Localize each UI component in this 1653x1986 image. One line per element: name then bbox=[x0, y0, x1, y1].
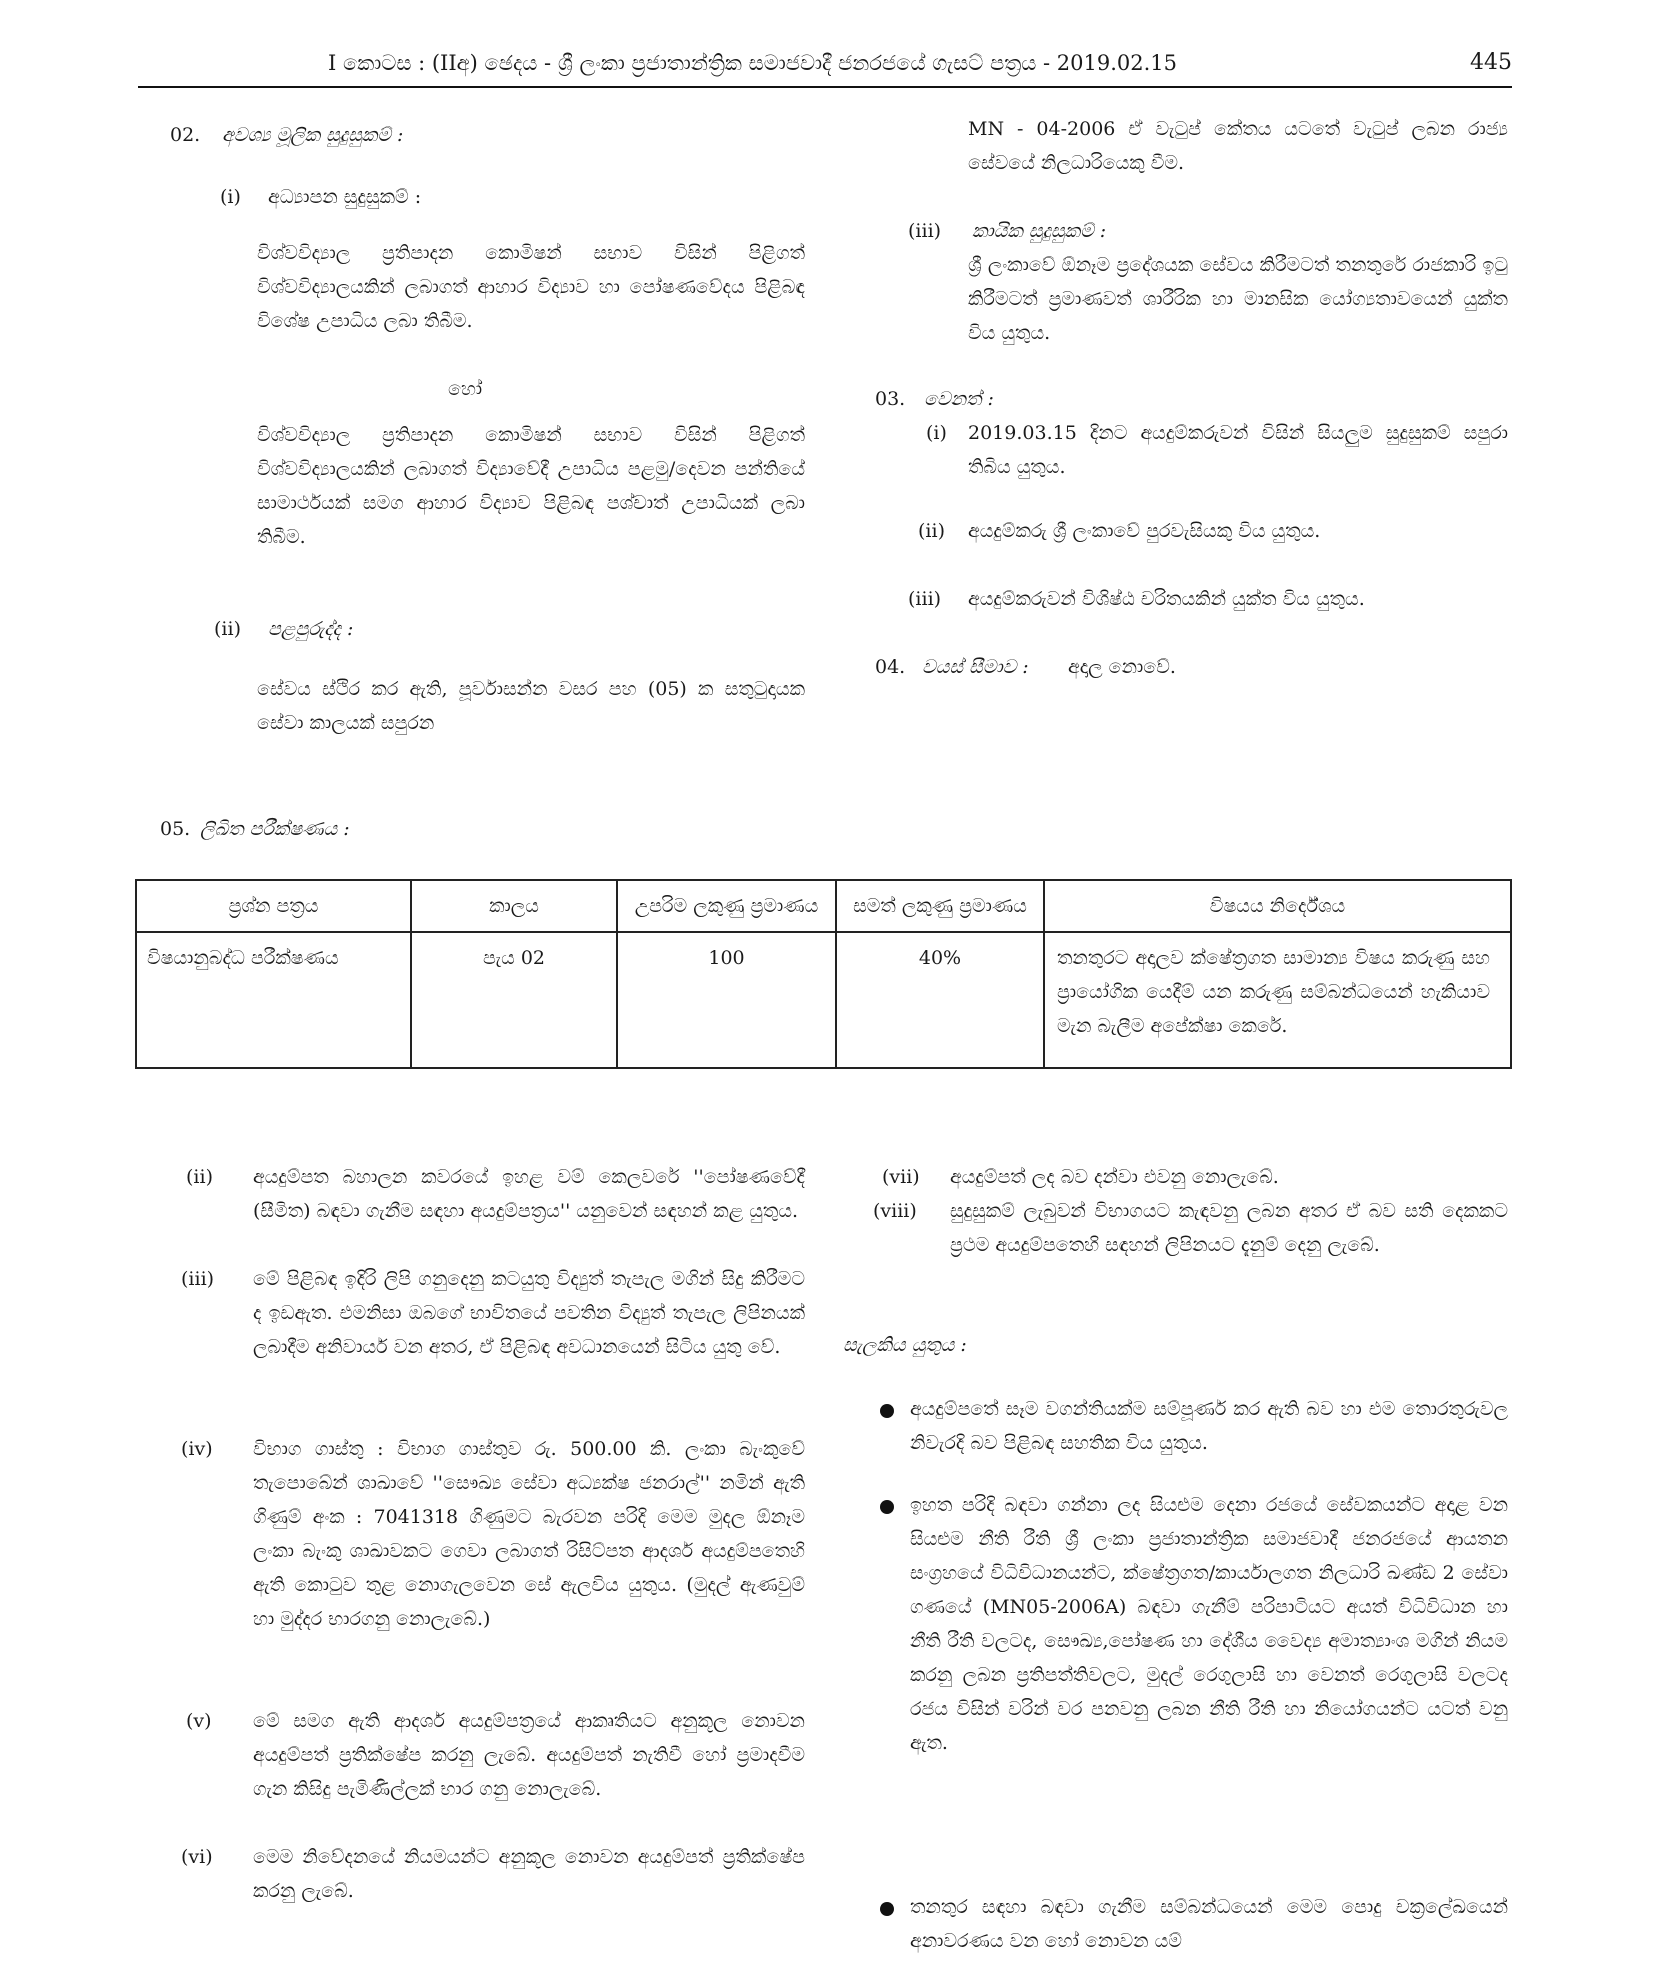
section-04-number: 04. bbox=[875, 656, 906, 678]
s02-i-paragraph-1: විශ්වවිද්‍යාල ප්‍රතිපාදන කොමිෂන් සභාව විසින් පිළිගත් විශ්වවිද්‍යාලයකින් ලබාගත් ආහාර විද්‍යාව හා පෝෂණවේදය පිළිබඳ විශේෂ උපාධිය ලබා තිබීම. bbox=[257, 242, 805, 332]
note-number: (iii) bbox=[181, 1268, 215, 1290]
note-number: (iv) bbox=[181, 1438, 213, 1460]
column-header: කාලය bbox=[411, 880, 617, 932]
bullet-icon bbox=[880, 1500, 894, 1514]
s02-ii-paragraph: සේවය ස්ථිර කර ඇති, පූර්වාසන්න වසර පහ (05) ක සතුටුදායක සේවා කාලයක් සපුරන bbox=[257, 678, 805, 734]
note-text: මේ පිළිබඳ ඉදිරි ලිපි ගනුදෙනු කටයුතු විද්‍යුත් තැපැල මගින් සිදු කිරීමට ද ඉඩඇත. එමනිසා ඔබගේ භාවිතයේ පවතින විද්‍යුත් තැපැල ලිපිනයක් ලබාදීම අනිවාර්ය වන අතර, ඒ පිළිබඳ අවධානයෙන් සිටිය යුතු වේ. bbox=[253, 1268, 805, 1358]
note-text: සුදුසුකම් ලැබුවන් විභාගයට කැඳවනු ලබන අතර ඒ බව සති දෙකකට ප්‍රථම අයදුම්පතෙහි සඳහන් ලිපිනයට දැනුම් දෙනු ලැබේ. bbox=[950, 1200, 1508, 1256]
column-header: උපරිම ලකුණු ප්‍රමාණය bbox=[617, 880, 836, 932]
note-number: (ii) bbox=[186, 1166, 213, 1188]
table-cell-duration: පැය 02 bbox=[411, 932, 617, 1068]
page-number: 445 bbox=[1470, 50, 1512, 75]
s02-iii-number: (iii) bbox=[908, 220, 942, 242]
note-number: (vi) bbox=[181, 1846, 213, 1868]
s02-iii-paragraph: ශ්‍රී ලංකාවේ ඕනෑම ප්‍රදේශයක සේවය කිරීමටත් තනතුරේ රාජකාරි ඉටු කිරීමටත් ප්‍රමාණවත් ශාරීරික හා මානසික යෝග්‍යතාවයෙන් යුක්ත විය යුතුය. bbox=[968, 254, 1508, 344]
section-04-heading: වයස් සීමාව : bbox=[922, 656, 1029, 678]
s02-iii-heading: කායික සුදුසුකම් : bbox=[972, 220, 1107, 242]
note-number: (v) bbox=[186, 1710, 212, 1732]
section-04-text: අදාල නොවේ. bbox=[1068, 656, 1176, 678]
s03-iii-text: අයදුම්කරුවන් විශිෂ්ඨ චරිතයකින් යුක්ත විය යුතුය. bbox=[968, 588, 1365, 610]
section-02-heading: අවශ්‍ය මූලික සුදුසුකම් : bbox=[222, 124, 404, 146]
note-number: (vii) bbox=[882, 1166, 920, 1188]
note-number: (viii) bbox=[873, 1200, 917, 1222]
column-header: සමත් ලකුණු ප්‍රමාණය bbox=[836, 880, 1044, 932]
section-02-number: 02. bbox=[170, 124, 201, 146]
note-text: අයදුම්පත බහාලන කවරයේ ඉහළ වම් කෙලවරේ ''පෝෂණවේදී (සීමිත) බඳවා ගැනීම සඳහා අයදුම්පත්‍රය'' යනුවෙන් සඳහන් කළ යුතුය. bbox=[253, 1166, 805, 1222]
s03-ii-number: (ii) bbox=[918, 520, 945, 542]
table-cell-syllabus: තනතුරට අදාලව ක්ෂේත්‍රගත සාමාන්‍ය විෂය කරුණු සහ ප්‍රායෝගික යෙදීම් යන කරුණු සම්බන්ධයෙන් හැකියාව මැන බැලීම අපේක්ෂා කෙරේ. bbox=[1044, 932, 1511, 1068]
page-header bbox=[138, 46, 1512, 88]
s03-iii-number: (iii) bbox=[908, 588, 942, 610]
section-05-number: 05. bbox=[160, 818, 191, 840]
notice-bullet-text: අයදුම්පතේ සෑම වගන්තියක්ම සම්පූර්ණ කර ඇති බව හා එම තොරතුරුවල නිවැරදි බව පිළිබඳ සහතික විය යුතුය. bbox=[910, 1398, 1508, 1454]
written-exam-table bbox=[135, 879, 1512, 1069]
table-row bbox=[136, 932, 1511, 1068]
s02-ii-number: (ii) bbox=[214, 618, 241, 640]
s02-ii-continuation: MN - 04-2006 ඒ වැටුප් කේතය යටතේ වැටුප් ලබන රාජ්‍ය සේවයේ නිලධාරියෙකු වීම. bbox=[968, 118, 1508, 174]
bullet-icon bbox=[880, 1404, 894, 1418]
bullet-icon bbox=[880, 1902, 894, 1916]
section-03-number: 03. bbox=[875, 388, 906, 410]
note-text: විභාග ගාස්තු : විභාග ගාස්තුව රු. 500.00 කි. ලංකා බැංකුවේ තැපොබේන් ශාඛාවේ ''සෞඛ්‍ය සේවා අධ්‍යක්ෂ ජනරාල්'' නමින් ඇති ගිණුම් අංක : 7041318 ගිණුමට බැරවන පරිදි මෙම මුදල ඕනෑම ලංකා බැංකු ශාඛාවකට ගෙවා ලබාගත් රිසිට්පත ආදර්ශ අයදුම්පතෙහි ඇති කොටුව තුළ නොගැලවෙන සේ ඇලවිය යුතුය. (මුදල් ඇණවුම් හා මුද්දර භාරගනු නොලැබේ.) bbox=[253, 1438, 805, 1630]
s02-i-paragraph-2: විශ්වවිද්‍යාල ප්‍රතිපාදන කොමිෂන් සභාව විසින් පිළිගත් විශ්වවිද්‍යාලයකින් ලබාගත් විද්‍යාවේදී උපාධිය පළමු/දෙවන පන්තියේ සාමාර්ථයක් සමග ආහාර විද්‍යාව පිළිබඳ පශ්චාත් උපාධියක් ලබා තිබීම. bbox=[257, 424, 805, 548]
notice-bullet-text: ඉහත පරිදි බඳවා ගන්නා ලද සියළුම දෙනා රජයේ සේවකයන්ට අදාළ වන සියළුම නීති රීති ශ්‍රී ලංකා ප්‍රජාතාන්ත්‍රික සමාජවාදී ජනරජයේ ආයතන සංග්‍රහයේ විධිවිධානයන්ට, ක්ෂේත්‍රගත/කාර්යාලගත නිලධාරි ඛණ්ඩ 2 සේවා ගණයේ (MN05-2006A) බඳවා ගැනීම් පරිපාටියට අයත් විධිවිධාන හා නීති රීති වලටද, සෞඛ්‍ය,පෝෂණ හා දේශීය වෛද්‍ය අමාත්‍යාංශ මගින් නියම කරනු ලබන ප්‍රතිපත්තිවලට, මුදල් රෙගුලාසි හා වෙනත් රෙගුලාසි වලටද රජය විසින් වරින් වර පනවනු ලබන නීති රීති හා නියෝගයන්ට යටත් වනු ඇත. bbox=[910, 1494, 1508, 1754]
notice-bullet-text: තනතුර සඳහා බඳවා ගැනීම සම්බන්ධයෙන් මෙම පොදු චක්‍රලේඛයෙන් අනාවරණය වන හෝ නොවන යම් bbox=[910, 1896, 1508, 1952]
s02-ii-heading: පළපුරුද්ද : bbox=[268, 618, 354, 640]
table-header-row bbox=[136, 880, 1511, 932]
s02-or: හෝ bbox=[448, 378, 483, 400]
s03-i-number: (i) bbox=[926, 422, 947, 444]
s02-i-number: (i) bbox=[220, 186, 241, 208]
s02-i-heading: අධ්‍යාපන සුදුසුකම් : bbox=[268, 186, 422, 208]
s03-i-text: 2019.03.15 දිනට අයදුම්කරුවන් විසින් සියලුම සුදුසුකම් සපුරා තිබිය යුතුය. bbox=[968, 422, 1508, 478]
gazette-title: I කොටස : (IIඅ) ඡෙදය - ශ්‍රී ලංකා ප්‍රජාතාන්ත්‍රික සමාජවාදී ජනරජයේ ගැසට් පත්‍රය - 2019.02.15 bbox=[328, 51, 1178, 75]
s03-ii-text: අයදුම්කරු ශ්‍රී ලංකාවේ පුරවැසියකු විය යුතුය. bbox=[968, 520, 1321, 542]
column-header: විෂයය නිර්දේශය bbox=[1044, 880, 1511, 932]
note-text: මේ සමග ඇති ආදර්ශ අයදුම්පත්‍රයේ ආකෘතියට අනුකූල නොවන අයදුම්පත් ප්‍රතික්ෂේප කරනු ලැබේ. අයදුම්පත් නැතිවී හෝ ප්‍රමාදවීම ගැන කිසිදු පැමිණිල්ලක් භාර ගනු නොලැබේ. bbox=[253, 1710, 805, 1800]
table-cell-pass-marks: 40% bbox=[836, 932, 1044, 1068]
section-03-heading: වෙනත් : bbox=[924, 388, 994, 410]
note-text: අයදුම්පත් ලද බව දන්වා එවනු නොලැබේ. bbox=[950, 1166, 1279, 1188]
column-header: ප්‍රශ්න පත්‍රය bbox=[136, 880, 411, 932]
table-cell-paper: විෂයානුබද්ධ පරීක්ෂණය bbox=[136, 932, 411, 1068]
section-05-heading: ලිඛිත පරීක්ෂණය : bbox=[200, 818, 350, 840]
notice-heading: සැලකිය යුතුය : bbox=[843, 1334, 967, 1356]
note-text: මෙම නිවේදනයේ නියමයන්ට අනුකූල නොවන අයදුම්පත් ප්‍රතික්ෂේප කරනු ලැබේ. bbox=[253, 1846, 805, 1902]
table-cell-max-marks: 100 bbox=[617, 932, 836, 1068]
